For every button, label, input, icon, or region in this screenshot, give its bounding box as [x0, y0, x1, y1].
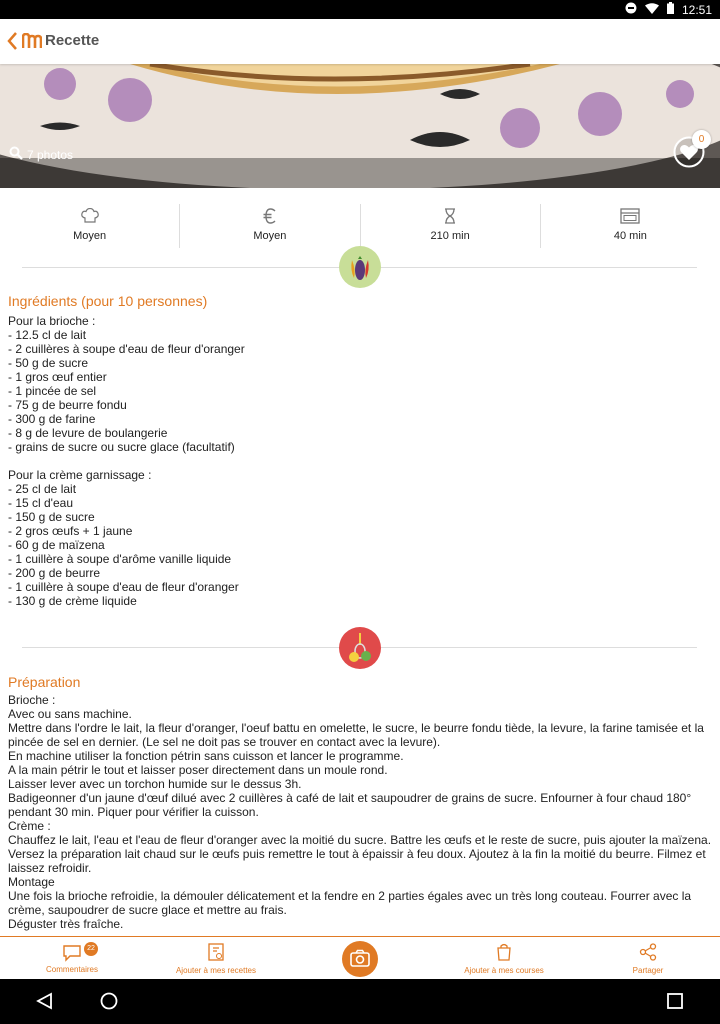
- battery-icon: [667, 2, 674, 17]
- system-navigation-bar: [0, 979, 720, 1024]
- vegetables-icon: [339, 246, 381, 288]
- page-title: Recette: [45, 32, 100, 49]
- hourglass-icon: [444, 208, 456, 224]
- add-to-shopping-label: Ajouter à mes courses: [464, 966, 544, 975]
- chef-hat-icon: [81, 208, 99, 224]
- share-icon: [639, 943, 657, 961]
- app-bar: [0, 19, 720, 64]
- do-not-disturb-icon: [625, 2, 637, 17]
- search-icon: [9, 146, 23, 163]
- recipe-photo[interactable]: [0, 64, 720, 188]
- comment-icon: [62, 944, 82, 962]
- camera-button[interactable]: [342, 941, 378, 977]
- marmiton-logo-icon: [22, 33, 42, 54]
- plate-illustration: [0, 64, 720, 188]
- difficulty-label: Moyen: [73, 230, 107, 242]
- difficulty-info: [0, 204, 179, 248]
- oven-icon: [620, 208, 640, 224]
- photo-count[interactable]: [9, 146, 73, 163]
- cost-label: Moyen: [253, 230, 287, 242]
- ingredients-cream: Pour la crème garnissage : - 25 cl de lait - 15 cl d'eau - 150 g de sucre - 2 gros œufs + 1 jaune - 60 g de maïzena - 1 cuillère à soupe d'arôme vanille liquide - 200 g de beurre - 1 cuillère à soupe d'eau de fleur d'oranger - 130 g de crème liquide: [8, 468, 239, 608]
- nav-home-icon[interactable]: [100, 992, 118, 1015]
- prep-time-info: [360, 204, 540, 248]
- shopping-bag-icon: [497, 943, 511, 961]
- wifi-icon: [645, 3, 659, 17]
- status-bar: [0, 0, 720, 19]
- comments-label: Commentaires: [45, 965, 98, 974]
- preparation-title: Préparation: [8, 674, 81, 690]
- cost-info: [179, 204, 359, 248]
- recipe-info-row: [0, 204, 720, 248]
- camera-icon: [342, 941, 378, 977]
- photo-count-label: 7 photos: [27, 147, 74, 162]
- euro-icon: [262, 208, 278, 224]
- add-to-recipes-label: Ajouter à mes recettes: [175, 966, 257, 975]
- nav-back-icon[interactable]: [36, 992, 54, 1015]
- cook-time-label: 40 min: [613, 230, 647, 242]
- whisk-icon: [339, 627, 381, 669]
- favorites-count-badge: 0: [692, 130, 711, 149]
- nav-recents-icon[interactable]: [666, 992, 684, 1015]
- comments-count-badge: 22: [84, 942, 98, 956]
- back-arrow-icon[interactable]: [6, 31, 18, 56]
- cook-time-info: [540, 204, 720, 248]
- ingredients-title: Ingrédients (pour 10 personnes): [8, 293, 208, 309]
- prep-time-label: 210 min: [430, 230, 470, 242]
- share-label: Partager: [632, 966, 664, 975]
- clock: 12:51: [681, 2, 712, 17]
- ingredients-brioche: Pour la brioche : - 12.5 cl de lait - 2 cuillères à soupe d'eau de fleur d'oranger - 50 g de sucre - 1 gros œuf entier - 1 pincée de sel - 75 g de beurre fondu - 300 g de farine - 8 g de levure de boulangerie - grains de sucre ou sucre glace (facultatif): [8, 314, 245, 454]
- preparation-text: Brioche : Avec ou sans machine. Mettre dans l'ordre le lait, la fleur d'oranger, l'oeuf battu en omelette, le sucre, le beurre fondu tiède, la levure, la farine tamisée et la pincée de sel en dernier. (Le sel ne doit pas se trouver en contact avec la levure). En machine utiliser la fonction pétrin sans cuisson et lancer le programme. A la main pétrir le tout et laisser poser directement dans un moule rond. Laisser lever avec un torchon humide sur le dessus 3h. Badigeonner d'un jaune d'œuf dilué avec 2 cuillères à café de lait et saupoudrer de grains de sucre. Enfourner à four chaud 180° pendant 30 min. Piquer pour vérifier la cuisson. Crème : Chauffez le lait, l'eau et l'eau de fleur d'oranger avec la moitié du sucre. Battre les œufs et le reste de sucre, puis ajouter la maïzena. Versez la préparation lait chaud sur le œufs puis remettre le tout à épaissir à feu doux. Ajoutez à la fin la moitié du beurre. Filmez et laissez refroidir. Montage Une fois la brioche refroidie, la démouler délicatement et la fendre en 2 parties égales avec un très long couteau. Fourrer avec la crème, saupoudrer de sucre glace et mettre au frais. Déguster très fraîche.: [8, 693, 712, 931]
- recipe-book-icon: [208, 943, 224, 961]
